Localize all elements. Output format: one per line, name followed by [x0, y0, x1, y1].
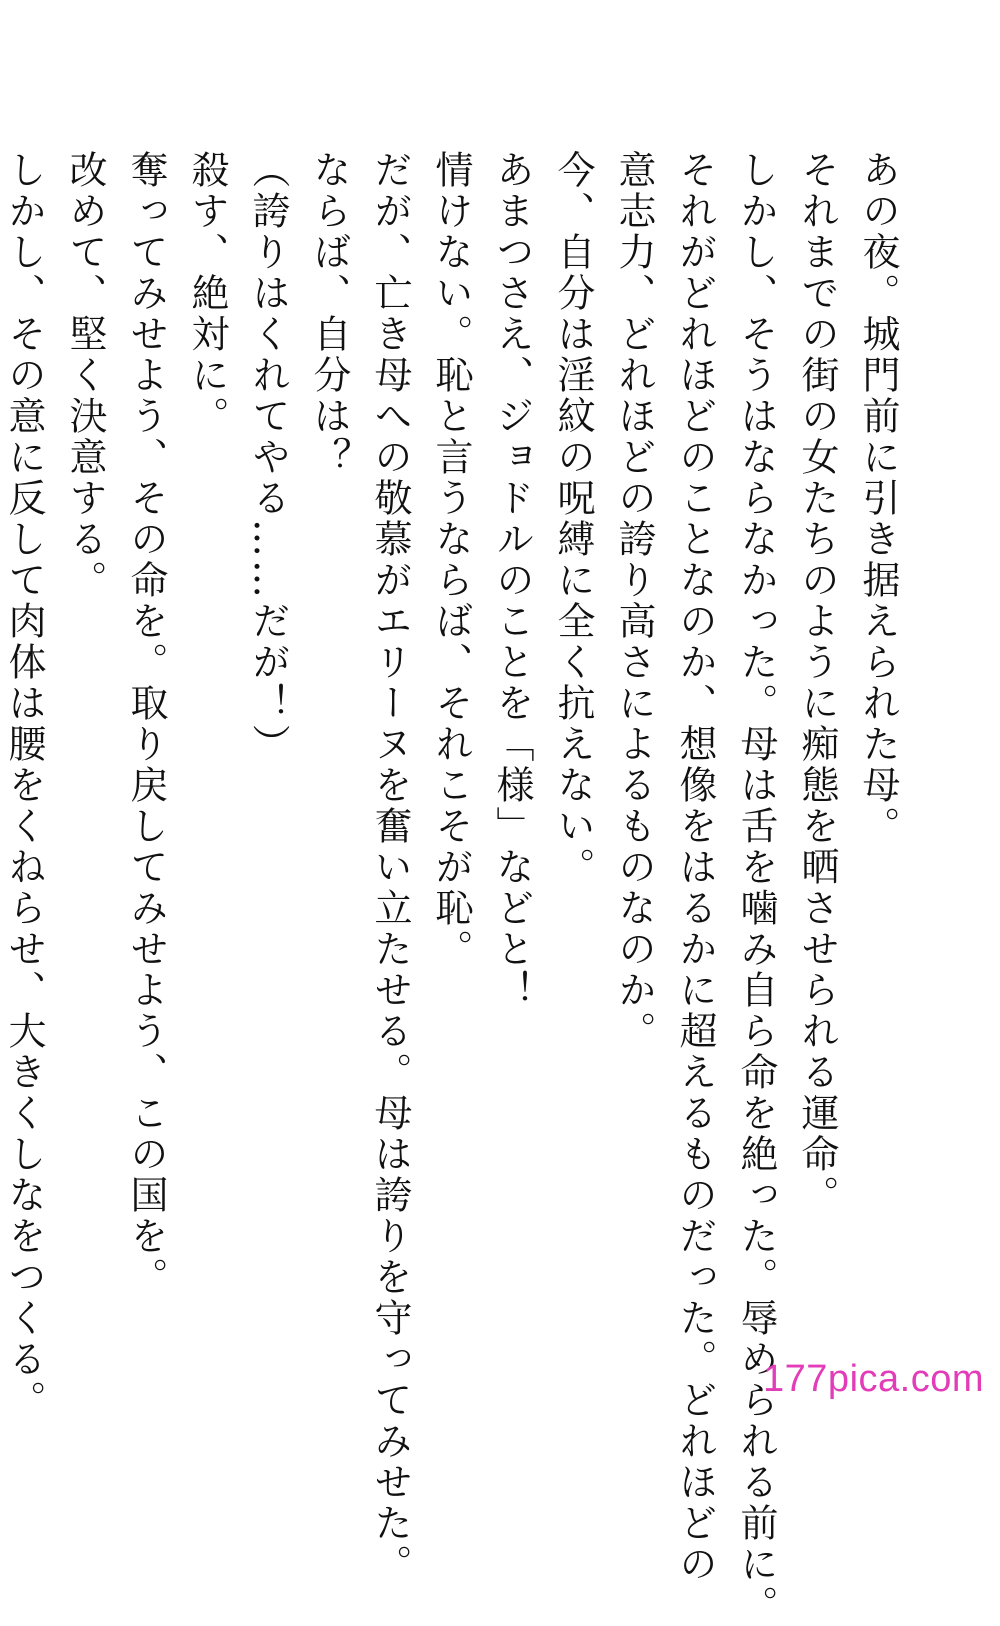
- text-line: 奪ってみせよう、その命を。取り戻してみせよう、この国を。: [124, 150, 168, 1298]
- text-line: 情けない。恥と言うならば、それこそが恥。: [429, 150, 473, 970]
- site-watermark: 177pica.com: [763, 1358, 984, 1400]
- text-line: しかし、その意に反して肉体は腰をくねらせ、大きくしなをつくる。: [2, 150, 46, 1421]
- text-line: それまでの街の女たちのように痴態を晒させられる運命。: [795, 150, 839, 1216]
- text-line: あまつさえ、ジョドルのことを「様」などと！: [490, 150, 534, 1011]
- text-line: 改めて、堅く決意する。: [63, 150, 107, 601]
- text-line: それがどれほどのことなのか、想像をはるかに超えるものだった。どれほどの: [673, 150, 717, 1585]
- text-line: だが、亡き母への敬慕がエリーヌを奮い立たせる。母は誇りを守ってみせた。: [368, 150, 412, 1585]
- text-line: 意志力、どれほどの誇り高さによるものなのか。: [612, 150, 656, 1052]
- text-line: 今、自分は淫紋の呪縛に全く抗えない。: [551, 150, 595, 888]
- text-line: 殺す、絶対に。: [185, 150, 229, 437]
- text-line: （誇りはくれてやる……だが！）: [246, 150, 290, 765]
- text-line: しかし、そうはならなかった。母は舌を噛み自ら命を絶った。辱められる前に。: [734, 150, 778, 1626]
- text-line: ならば、自分は？: [307, 150, 351, 478]
- text-line: あの夜。城門前に引き据えられた母。: [856, 150, 900, 847]
